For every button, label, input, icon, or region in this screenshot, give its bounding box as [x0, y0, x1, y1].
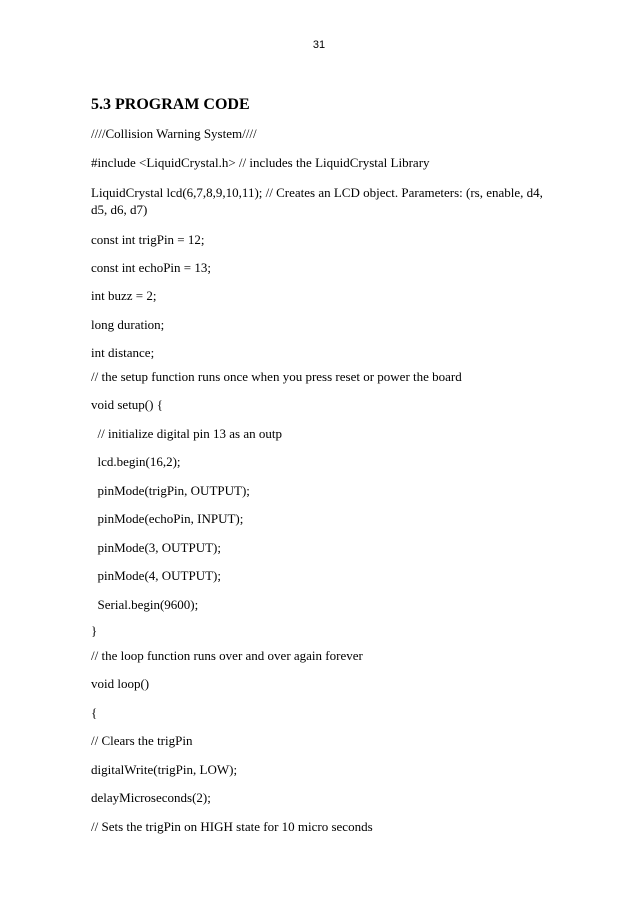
- code-line: }: [91, 623, 98, 638]
- code-line: Serial.begin(9600);: [91, 597, 199, 612]
- code-line: const int trigPin = 12;: [91, 232, 205, 247]
- code-line: long duration;: [91, 317, 165, 332]
- code-line: pinMode(trigPin, OUTPUT);: [91, 483, 250, 498]
- code-line: // initialize digital pin 13 as an outp: [91, 426, 282, 441]
- code-line: // Clears the trigPin: [91, 733, 193, 748]
- code-line: // the loop function runs over and over again forever: [91, 648, 363, 663]
- code-line: lcd.begin(16,2);: [91, 454, 181, 469]
- section-heading: 5.3 PROGRAM CODE: [91, 96, 250, 113]
- code-line: #include <LiquidCrystal.h> // includes the LiquidCrystal Library: [91, 155, 430, 170]
- code-line: // the setup function runs once when you press reset or power the board: [91, 369, 462, 384]
- code-line: // Sets the trigPin on HIGH state for 10 micro seconds: [91, 819, 373, 834]
- code-line: int buzz = 2;: [91, 288, 157, 303]
- code-line: delayMicroseconds(2);: [91, 790, 211, 805]
- code-line: int distance;: [91, 345, 155, 360]
- code-line: {: [91, 705, 98, 720]
- code-line: digitalWrite(trigPin, LOW);: [91, 762, 238, 777]
- page-number: 31: [312, 39, 326, 51]
- code-line: const int echoPin = 13;: [91, 260, 211, 275]
- code-line: pinMode(3, OUTPUT);: [91, 540, 221, 555]
- code-line: ////Collision Warning System////: [91, 126, 257, 141]
- code-line: void setup() {: [91, 397, 163, 412]
- code-line: pinMode(4, OUTPUT);: [91, 568, 221, 583]
- code-line: void loop(): [91, 676, 150, 691]
- code-line: LiquidCrystal lcd(6,7,8,9,10,11); // Creates an LCD object. Parameters: (rs, enable, d4, d5, d6, d7): [91, 185, 543, 217]
- code-line: pinMode(echoPin, INPUT);: [91, 511, 244, 526]
